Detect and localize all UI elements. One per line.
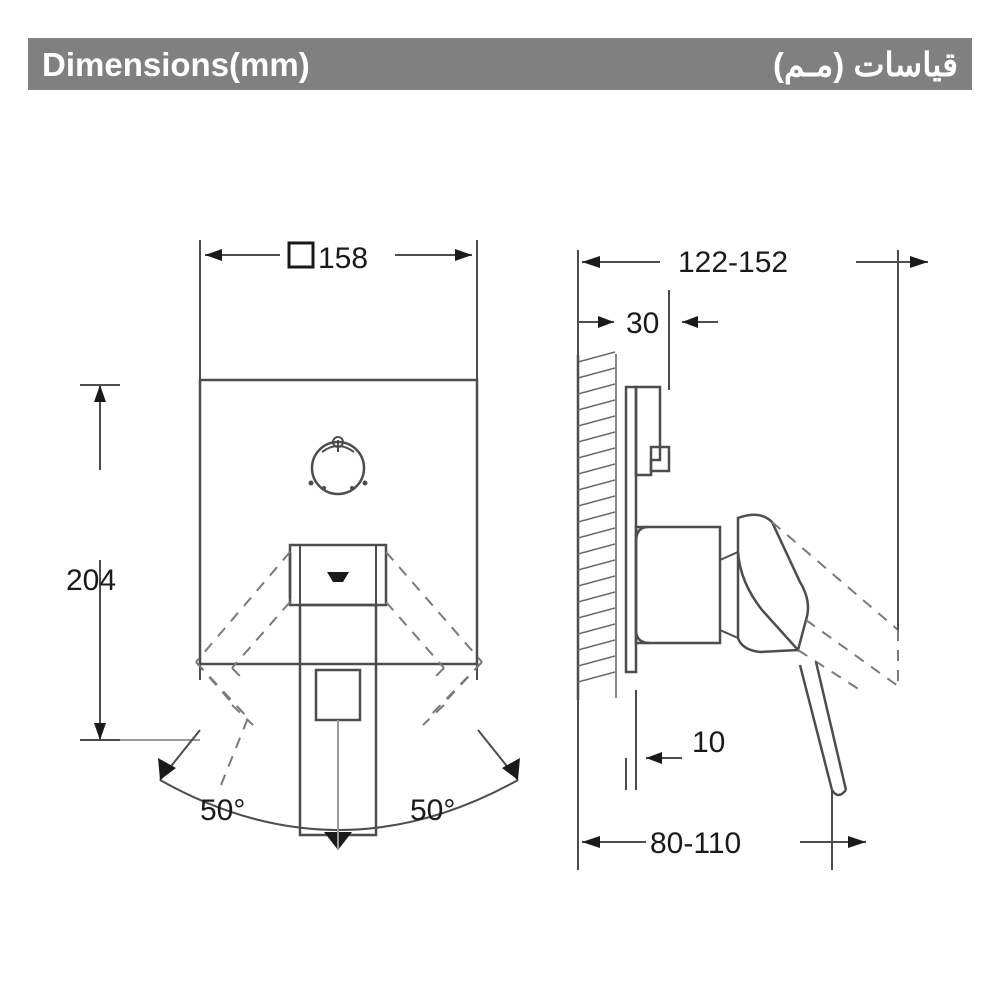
side-bottom-arrow-right <box>848 836 866 848</box>
side-wall-hatching <box>578 352 616 698</box>
side-handle-joint-bottom <box>720 630 738 638</box>
front-lever-slot <box>327 572 349 582</box>
side-handle-lower <box>738 552 798 652</box>
front-swing-outline-left-2 <box>196 662 253 785</box>
side-projection-label: 30 <box>626 307 660 340</box>
front-height-arrow-bottom <box>94 723 106 740</box>
front-view-group <box>80 240 520 850</box>
side-top-label: 122-152 <box>678 246 789 279</box>
front-height-arrow-top <box>94 385 106 402</box>
side-bottom-label: 80-110 <box>650 827 742 860</box>
side-view-group <box>578 250 928 870</box>
front-width-arrow-left <box>205 249 222 261</box>
front-angle-arrow-right <box>502 758 520 780</box>
header-title-en: Dimensions(mm) <box>42 45 310 83</box>
front-swing-outline-right <box>386 552 482 725</box>
side-handle-lever-arm-right <box>816 662 846 790</box>
square-icon <box>289 243 313 267</box>
front-knob-dot-inner-left <box>322 486 326 490</box>
side-lever-body-round <box>636 527 650 643</box>
header-title-ar: قياسات (مـم) <box>772 45 958 83</box>
side-handle-swing-outline <box>772 522 898 690</box>
side-lever-body <box>636 527 720 643</box>
side-handle-lever-arm-left <box>800 665 832 790</box>
front-height-label: 204 <box>66 564 117 597</box>
side-30-arrow-right <box>682 316 698 328</box>
front-lever-button <box>316 670 360 720</box>
side-handle-arm-tip <box>832 790 846 795</box>
front-swing-outline-left <box>196 552 290 703</box>
side-depth-label: 10 <box>692 726 726 759</box>
dimensions-header-bar <box>28 38 972 90</box>
side-handle-joint-top <box>720 552 738 560</box>
side-escutcheon <box>626 387 636 672</box>
front-angle-arrow-left <box>158 758 176 780</box>
front-width-arrow-right <box>455 249 472 261</box>
front-knob-dot-inner-right <box>350 486 354 490</box>
side-top-arrow-right <box>910 256 928 268</box>
side-bottom-arrow-left <box>582 836 600 848</box>
front-angle-right-label: 50° <box>410 794 456 827</box>
front-angle-left-label: 50° <box>200 794 246 827</box>
side-temperature-knob-shaft <box>636 387 660 475</box>
side-30-arrow-left <box>598 316 614 328</box>
front-knob-dot-right <box>363 481 368 486</box>
front-escutcheon-plate <box>200 380 477 664</box>
dimension-drawing <box>0 90 1000 1000</box>
front-width-label: 158 <box>318 242 369 275</box>
front-knob-dot-left <box>309 481 314 486</box>
side-10-arrow <box>646 752 662 764</box>
side-top-arrow-left <box>582 256 600 268</box>
side-handle-upper <box>738 515 808 650</box>
